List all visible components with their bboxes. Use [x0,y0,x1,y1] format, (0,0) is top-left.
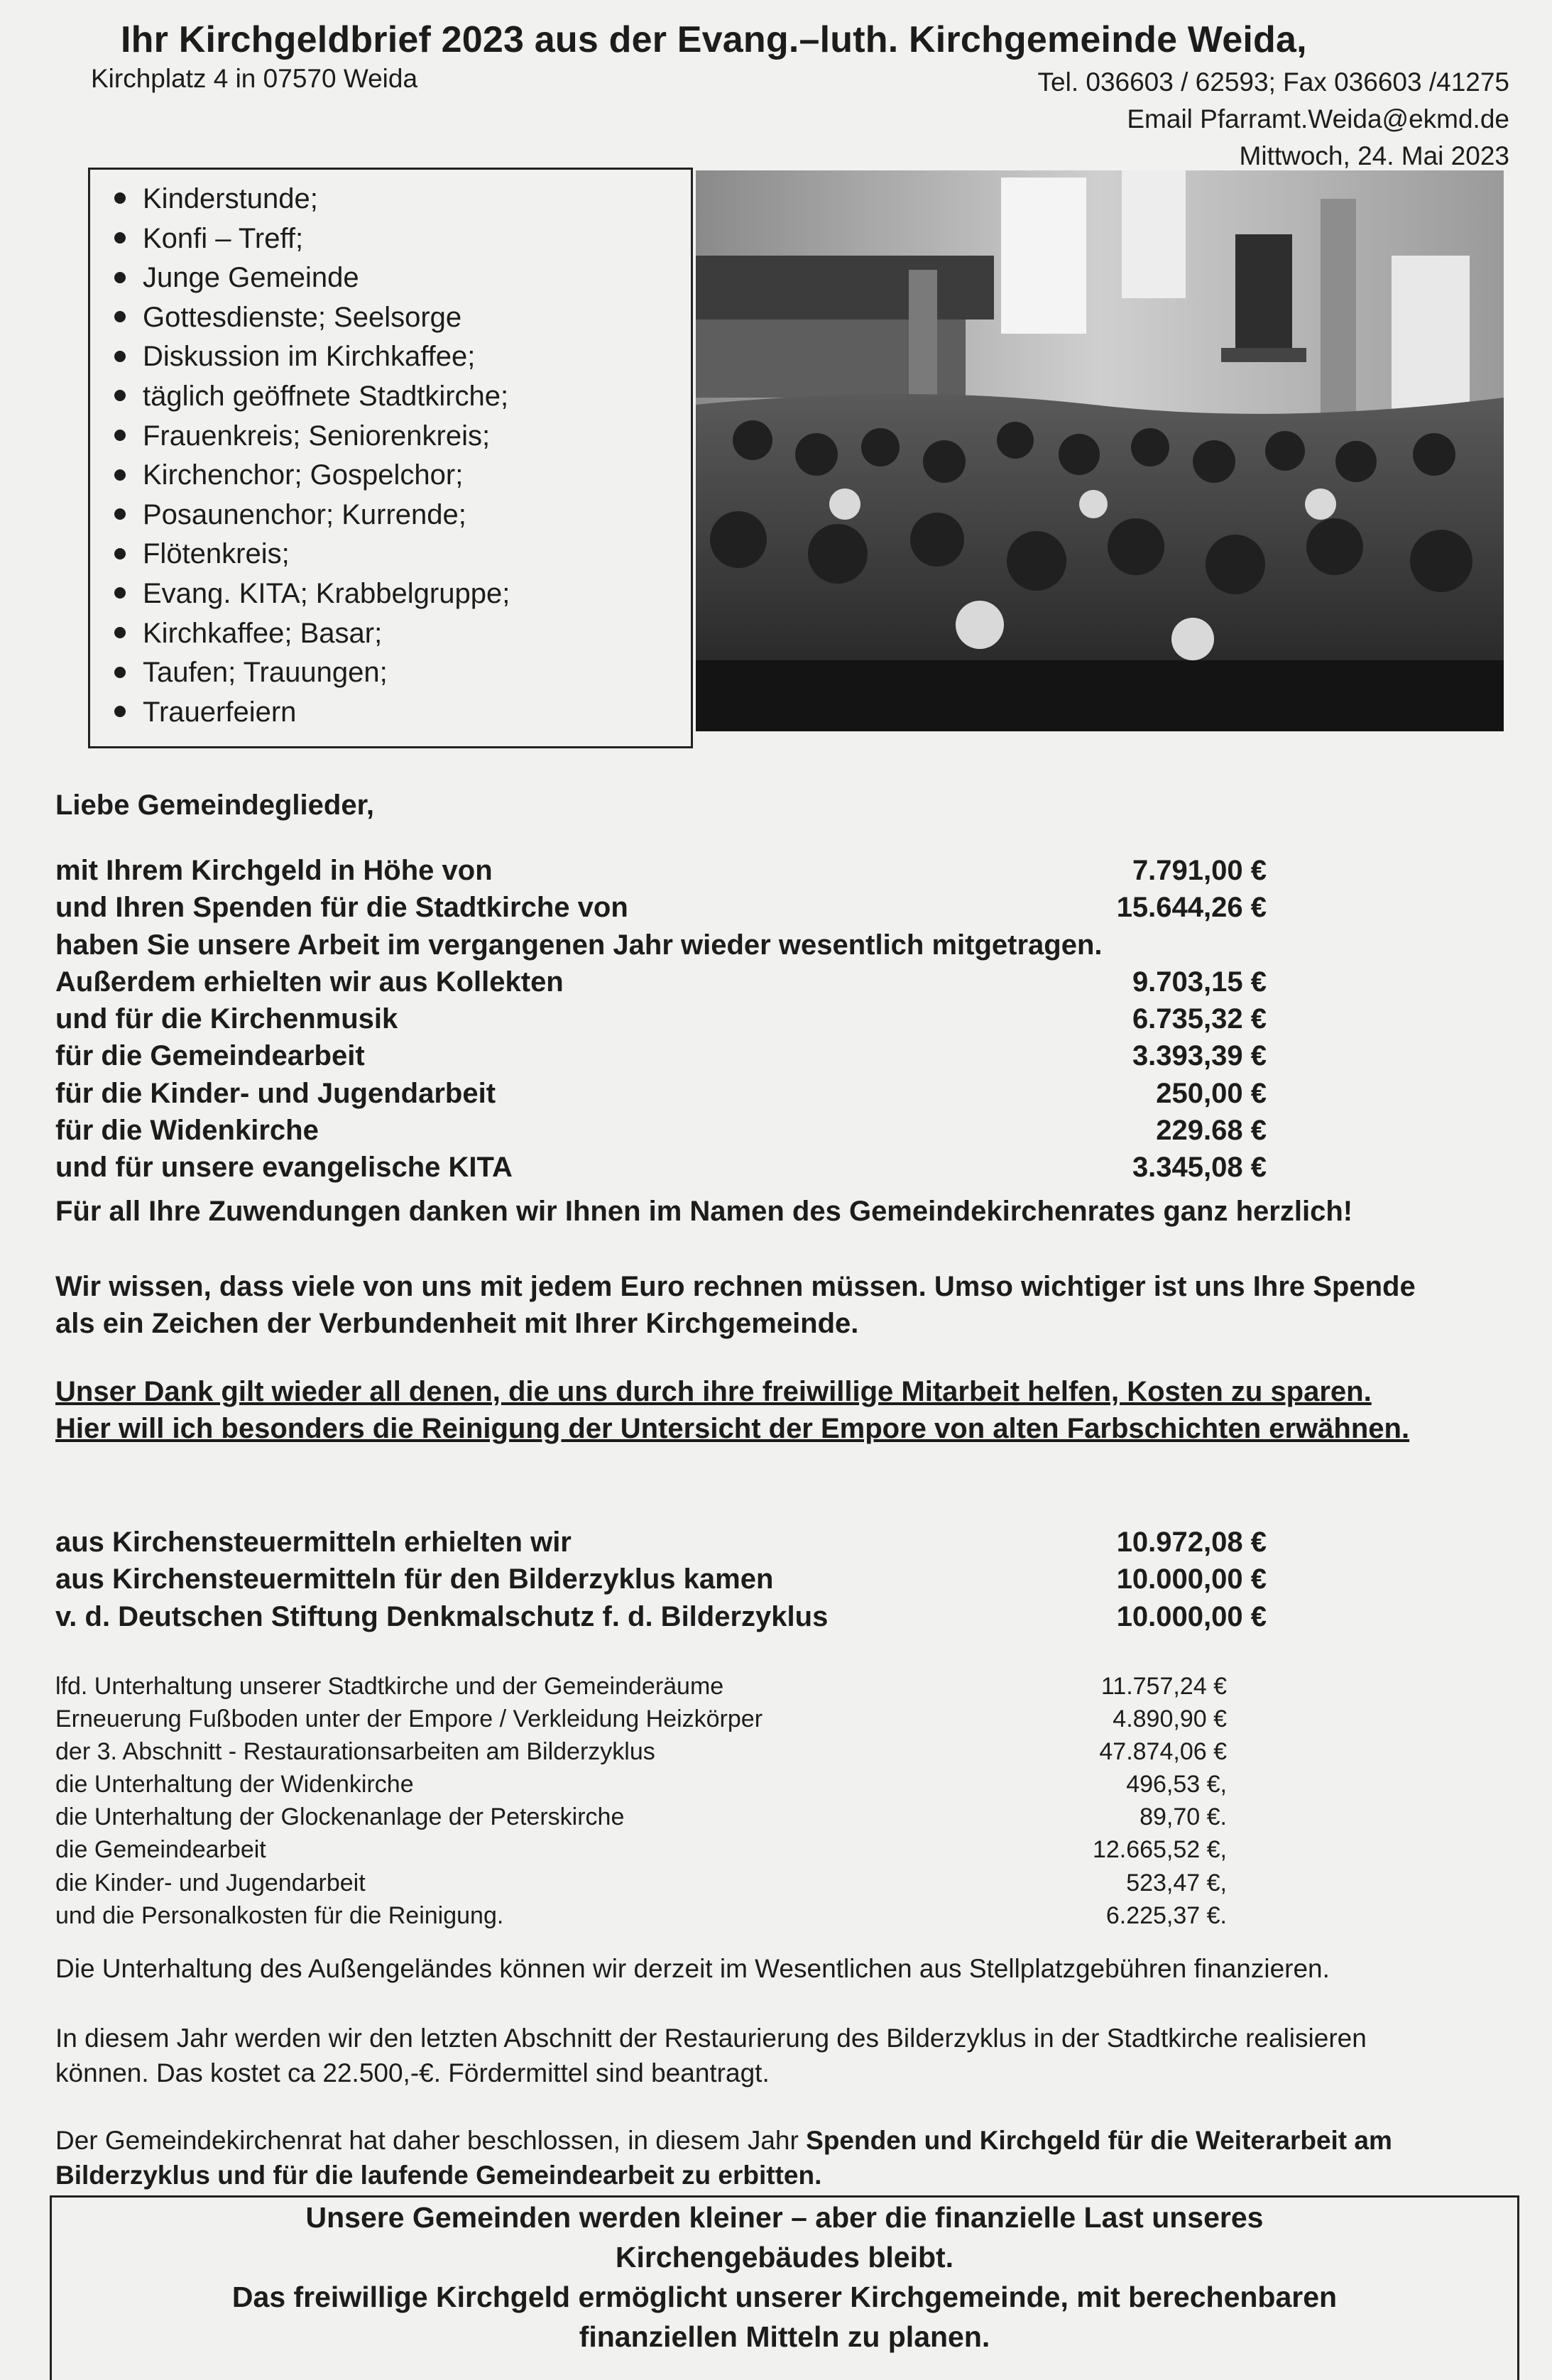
contact-block [1038,64,1509,175]
expense-row-label: die Kinder- und Jugendarbeit [55,1869,366,1896]
activity-item [114,693,510,733]
expense-row-amount: 4.890,90 € [1113,1705,1227,1733]
bullet-icon [114,311,126,322]
expense-row-label: die Unterhaltung der Widenkirche [55,1771,414,1798]
bullet-icon [114,430,126,441]
tax-income-row-amount: 10.000,00 € [1116,1600,1267,1632]
appeal-box [50,2195,1519,2380]
income-row [55,964,1404,1000]
bullet-icon [114,232,126,244]
income-row-amount: 250,00 € [1156,1077,1267,1109]
tax-income-row-label: aus Kirchensteuermitteln für den Bilderzyklus kamen [55,1563,774,1595]
activity-label: Junge Gemeinde [143,262,359,294]
appeal-line-2: Kirchengebäudes bleibt. [615,2241,954,2273]
expense-row-amount: 47.874,06 € [1099,1738,1227,1766]
expense-row [55,1899,1404,1932]
email-address: Email Pfarramt.Weida@ekmd.de [1127,104,1509,133]
income-row-amount: 3.345,08 € [1132,1152,1267,1184]
activity-item [114,377,510,417]
income-row-label: und Ihren Spenden für die Stadtkirche von [55,892,628,924]
expense-row-amount: 11.757,24 € [1100,1673,1227,1700]
income-row-label: haben Sie unsere Arbeit im vergangenen Jahr wieder wesentlich mitgetragen. [55,929,1103,961]
letter-title: Ihr Kirchgeldbrief 2023 aus der Evang.–luth. Kirchgemeinde Weida, [121,19,1307,60]
euro-note: Wir wissen, dass viele von uns mit jedem Euro rechnen müssen. Umso wichtiger ist uns Ihre Spende als ein Zeichen der Verbundenheit mit Ihrer Kirchgemeinde. [55,1271,1416,1339]
activity-label: Konfi – Treff; [143,222,304,254]
bullet-icon [114,627,126,638]
bullet-icon [114,469,126,481]
income-row-amount: 15.644,26 € [1116,892,1267,924]
income-row-label: und für die Kirchenmusik [55,1003,398,1035]
letter-date: Mittwoch, 24. Mai 2023 [1239,141,1509,170]
bullet-icon [114,508,126,520]
bullet-icon [114,272,126,283]
expense-row-label: der 3. Abschnitt - Restaurationsarbeiten am Bilderzyklus [55,1738,655,1766]
income-row [55,1075,1404,1112]
council-note-request: Spenden und Kirchgeld für die Weiterarbeit am Bilderzyklus und für die laufende Gemeindearbeit zu erbitten. [55,2126,1392,2190]
activity-label: Kirchenchor; Gospelchor; [143,459,464,491]
tax-income-row [55,1598,1404,1635]
tax-income-list [55,1524,1404,1635]
appeal-line-1: Unsere Gemeinden werden kleiner – aber die finanzielle Last unseres [305,2201,1264,2234]
tax-income-row-amount: 10.000,00 € [1116,1563,1267,1595]
expense-row [55,1801,1404,1833]
activity-item [114,496,510,535]
activity-item [114,456,510,496]
income-row-label: und für unsere evangelische KITA [55,1152,513,1184]
expense-row-label: die Unterhaltung der Glockenanlage der Peterskirche [55,1803,625,1831]
expense-row [55,1735,1404,1768]
activity-item [114,535,510,574]
tax-income-row [55,1561,1404,1598]
income-list [55,852,1404,1186]
income-row [55,1112,1404,1149]
activity-label: Flötenkreis; [143,538,290,570]
tax-income-row [55,1524,1404,1561]
expense-row [55,1867,1404,1899]
restoration-note: In diesem Jahr werden wir den letzten Abschnitt der Restaurierung des Bilderzyklus in der Stadtkirche realisieren können. Das kostet ca 22.500,-€. Fördermittel sind beantragt. [55,2024,1367,2087]
parish-address: Kirchplatz 4 in 07570 Weida [91,64,418,93]
expense-row [55,1768,1404,1801]
council-note [55,2123,1475,2193]
expense-row-amount: 6.225,37 €. [1105,1901,1227,1929]
activity-item [114,298,510,338]
bullet-icon [114,587,126,599]
expense-row-amount: 523,47 €, [1126,1869,1227,1896]
church-congregation-photo [696,170,1504,731]
volunteer-note: Unser Dank gilt wieder all denen, die uns durch ihre freiwillige Mitarbeit helfen, Kosten zu sparen. Hier will ich besonders die Reinigung der Untersicht der Empore von alten Farbschichten erwähnen. [55,1376,1410,1444]
appeal-line-4: finanziellen Mitteln zu planen. [579,2320,990,2353]
tax-income-row-label: v. d. Deutschen Stiftung Denkmalschutz f. d. Bilderzyklus [55,1600,829,1632]
income-row-label: Außerdem erhielten wir aus Kollekten [55,966,564,998]
expense-row-label: Erneuerung Fußboden unter der Empore / Verkleidung Heizkörper [55,1705,763,1733]
activity-label: täglich geöffnete Stadtkirche; [143,380,509,412]
activity-item [114,219,510,259]
activity-label: Posaunenchor; Kurrende; [143,498,466,530]
outdoor-note: Die Unterhaltung des Außengeländes können wir derzeit im Wesentlichen aus Stellplatzgebühren finanzieren. [55,1954,1330,1983]
expense-row [55,1670,1404,1703]
expense-row-label: lfd. Unterhaltung unserer Stadtkirche und der Gemeinderäume [55,1673,724,1700]
expense-row [55,1833,1404,1866]
activity-item [114,258,510,298]
income-row-amount: 9.703,15 € [1132,966,1267,998]
income-row-label: mit Ihrem Kirchgeld in Höhe von [55,855,493,886]
bullet-icon [114,548,126,559]
income-row-amount: 3.393,39 € [1132,1040,1267,1072]
bullet-icon [114,667,126,678]
tax-income-row-label: aus Kirchensteuermitteln erhielten wir [55,1527,572,1558]
expense-row-label: und die Personalkosten für die Reinigung. [55,1901,504,1929]
activity-label: Kirchkaffee; Basar; [143,617,383,649]
income-row-amount: 229.68 € [1156,1115,1267,1147]
expense-row-amount: 12.665,52 €, [1092,1836,1227,1864]
activities-box [88,168,693,748]
activity-label: Gottesdienste; Seelsorge [143,301,462,333]
thanks-paragraph: Für all Ihre Zuwendungen danken wir Ihnen im Namen des Gemeindekirchenrates ganz herzlich! [55,1196,1353,1227]
income-row [55,1000,1404,1037]
expense-row-amount: 89,70 €. [1140,1803,1227,1831]
income-row [55,852,1404,889]
activity-label: Frauenkreis; Seniorenkreis; [143,420,491,452]
tax-income-row-amount: 10.972,08 € [1116,1527,1267,1558]
activity-label: Trauerfeiern [143,696,297,728]
activity-label: Diskussion im Kirchkaffee; [143,341,476,373]
income-row-amount: 6.735,32 € [1132,1003,1267,1035]
bullet-icon [114,390,126,401]
phone-fax: Tel. 036603 / 62593; Fax 036603 /41275 [1037,67,1509,97]
income-row-label: für die Gemeindearbeit [55,1040,365,1072]
income-row [55,1037,1404,1074]
income-row [55,927,1404,964]
bullet-icon [114,706,126,717]
council-note-intro: Der Gemeindekirchenrat hat daher beschlossen, in diesem Jahr [55,2126,807,2155]
income-row-label: für die Kinder- und Jugendarbeit [55,1077,496,1109]
income-row [55,1149,1404,1186]
expense-row [55,1703,1404,1735]
activity-item [114,337,510,377]
activity-item [114,417,510,457]
bullet-icon [114,351,126,362]
greeting: Liebe Gemeindeglieder, [55,790,375,821]
income-row [55,889,1404,926]
activity-item [114,614,510,654]
expenses-list [55,1670,1404,1932]
activity-label: Kinderstunde; [143,183,318,214]
activity-item [114,180,510,219]
activities-list [114,180,510,732]
bullet-icon [114,192,126,204]
expense-row-amount: 496,53 €, [1126,1771,1227,1798]
appeal-line-3: Das freiwillige Kirchgeld ermöglicht unserer Kirchgemeinde, mit berechenbaren [231,2281,1338,2313]
activity-item [114,653,510,693]
income-row-amount: 7.791,00 € [1132,855,1267,886]
income-row-label: für die Widenkirche [55,1115,319,1147]
activity-label: Taufen; Trauungen; [143,657,388,689]
expense-row-label: die Gemeindearbeit [55,1836,266,1864]
activity-label: Evang. KITA; Krabbelgruppe; [143,577,510,609]
activity-item [114,574,510,614]
